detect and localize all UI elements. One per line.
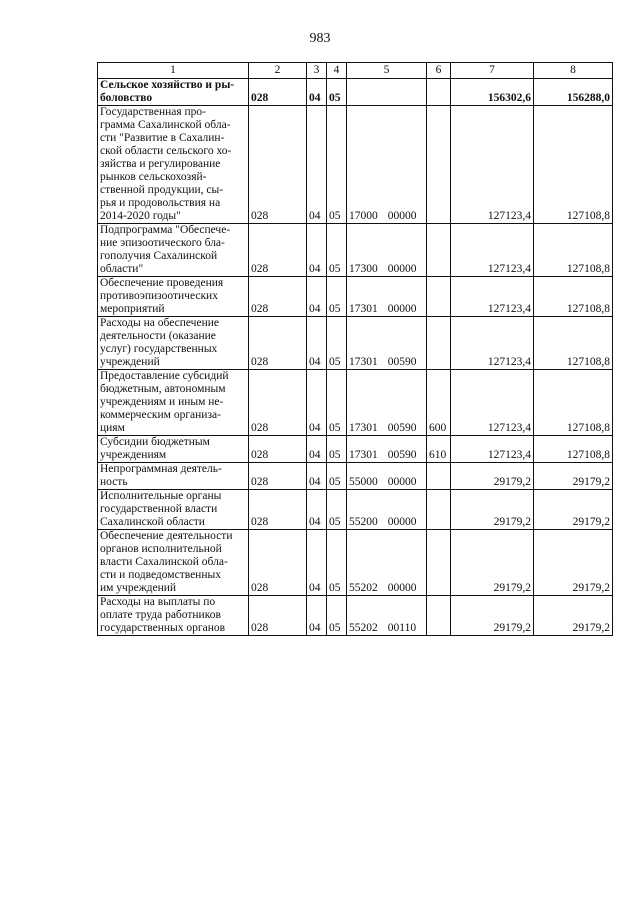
- row-csr-program: 17301: [349, 303, 378, 315]
- row-ved: 028: [249, 106, 307, 224]
- row-csr-program: 55200: [349, 516, 378, 528]
- row-name: Государственная про- грамма Сахалинской обла- сти "Развитие в Сахалин- ской области сельского хо- зяйства и регулирование рынков сельскохозяй- ственной продукции, сы- рья и продовольствия на 2014-2020 годы": [98, 106, 249, 224]
- row-sum-2017: 127108,8: [534, 436, 613, 463]
- row-name: Обеспечение проведения противоэпизоотических мероприятий: [98, 277, 249, 317]
- row-csr: [347, 463, 427, 490]
- row-csr: [347, 317, 427, 370]
- row-ved: 028: [249, 530, 307, 596]
- table-row: [98, 79, 613, 106]
- table-row: [98, 370, 613, 436]
- row-vr: [427, 317, 451, 370]
- row-sum-2017: 29179,2: [534, 596, 613, 636]
- row-sum-2017: 156288,0: [534, 79, 613, 106]
- row-ved: 028: [249, 224, 307, 277]
- table-row: [98, 530, 613, 596]
- row-csr-program: 17000: [349, 210, 378, 222]
- row-sum-2016: 29179,2: [451, 530, 534, 596]
- row-name: Подпрограмма "Обеспече- ние эпизоотического бла- гополучия Сахалинской области": [98, 224, 249, 277]
- row-sum-2016: 127123,4: [451, 317, 534, 370]
- row-csr: [347, 490, 427, 530]
- header-cell: 4: [327, 63, 347, 79]
- row-sum-2016: 29179,2: [451, 463, 534, 490]
- row-sum-2016: 156302,6: [451, 79, 534, 106]
- row-rz: 04: [307, 79, 327, 106]
- row-csr-direction: 00000: [387, 303, 417, 315]
- row-rz: 04: [307, 224, 327, 277]
- row-pr: 05: [327, 596, 347, 636]
- row-sum-2017: 127108,8: [534, 277, 613, 317]
- row-csr: [347, 106, 427, 224]
- row-pr: 05: [327, 463, 347, 490]
- row-csr: [347, 530, 427, 596]
- table-row: [98, 317, 613, 370]
- budget-table: [97, 62, 613, 636]
- row-pr: 05: [327, 436, 347, 463]
- row-csr-direction: 00000: [387, 263, 417, 275]
- row-pr: 05: [327, 530, 347, 596]
- row-csr-direction: 00110: [387, 622, 417, 634]
- row-name: Исполнительные органы государственной власти Сахалинской области: [98, 490, 249, 530]
- header-cell: 6: [427, 63, 451, 79]
- row-rz: 04: [307, 277, 327, 317]
- row-csr-direction: 00590: [387, 449, 417, 461]
- row-ved: 028: [249, 463, 307, 490]
- row-pr: 05: [327, 277, 347, 317]
- row-name: Расходы на выплаты по оплате труда работников государственных органов: [98, 596, 249, 636]
- row-csr-direction: 00000: [387, 210, 417, 222]
- row-rz: 04: [307, 436, 327, 463]
- row-ved: 028: [249, 490, 307, 530]
- row-vr: 600: [427, 370, 451, 436]
- row-name: Расходы на обеспечение деятельности (оказание услуг) государственных учреждений: [98, 317, 249, 370]
- row-name: Непрограммная деятель- ность: [98, 463, 249, 490]
- row-vr: [427, 79, 451, 106]
- row-sum-2016: 29179,2: [451, 596, 534, 636]
- row-csr-direction: 00590: [387, 422, 417, 434]
- row-csr-direction: 00000: [387, 476, 417, 488]
- row-rz: 04: [307, 106, 327, 224]
- row-csr-direction: 00590: [387, 356, 417, 368]
- row-name: Обеспечение деятельности органов исполнительной власти Сахалинской обла- сти и подведомственных им учреждений: [98, 530, 249, 596]
- row-vr: 610: [427, 436, 451, 463]
- row-csr: [347, 277, 427, 317]
- row-vr: [427, 596, 451, 636]
- row-pr: 05: [327, 79, 347, 106]
- table-row: [98, 277, 613, 317]
- row-sum-2016: 127123,4: [451, 224, 534, 277]
- row-sum-2016: 29179,2: [451, 490, 534, 530]
- row-pr: 05: [327, 370, 347, 436]
- row-rz: 04: [307, 490, 327, 530]
- row-rz: 04: [307, 596, 327, 636]
- row-ved: 028: [249, 317, 307, 370]
- row-ved: 028: [249, 277, 307, 317]
- row-sum-2017: 127108,8: [534, 317, 613, 370]
- row-sum-2017: 127108,8: [534, 224, 613, 277]
- row-csr: [347, 370, 427, 436]
- row-pr: 05: [327, 224, 347, 277]
- row-csr-direction: 00000: [387, 582, 417, 594]
- header-row: [98, 63, 613, 79]
- row-csr: [347, 79, 427, 106]
- row-sum-2017: 127108,8: [534, 370, 613, 436]
- row-pr: 05: [327, 490, 347, 530]
- row-rz: 04: [307, 463, 327, 490]
- row-sum-2017: 29179,2: [534, 490, 613, 530]
- row-vr: [427, 530, 451, 596]
- row-sum-2016: 127123,4: [451, 277, 534, 317]
- row-ved: 028: [249, 370, 307, 436]
- row-pr: 05: [327, 317, 347, 370]
- row-csr-program: 17301: [349, 356, 378, 368]
- table-row: [98, 490, 613, 530]
- row-sum-2016: 127123,4: [451, 370, 534, 436]
- header-cell: 5: [347, 63, 427, 79]
- row-sum-2017: 29179,2: [534, 530, 613, 596]
- row-sum-2017: 29179,2: [534, 463, 613, 490]
- row-vr: [427, 106, 451, 224]
- row-ved: 028: [249, 436, 307, 463]
- row-csr: [347, 224, 427, 277]
- row-rz: 04: [307, 317, 327, 370]
- row-rz: 04: [307, 530, 327, 596]
- row-csr: [347, 596, 427, 636]
- row-csr-program: 55202: [349, 622, 378, 634]
- row-ved: 028: [249, 596, 307, 636]
- row-csr-program: 17300: [349, 263, 378, 275]
- row-name: Субсидии бюджетным учреждениям: [98, 436, 249, 463]
- row-vr: [427, 490, 451, 530]
- header-cell: 3: [307, 63, 327, 79]
- header-cell: 2: [249, 63, 307, 79]
- header-cell: 8: [534, 63, 613, 79]
- row-name: Предоставление субсидий бюджетным, автономным учреждениям и иным не- коммерческим организа- циям: [98, 370, 249, 436]
- table-row: [98, 463, 613, 490]
- table-row: [98, 436, 613, 463]
- row-csr-direction: 00000: [387, 516, 417, 528]
- row-csr: [347, 436, 427, 463]
- row-csr-program: 17301: [349, 422, 378, 434]
- table-row: [98, 596, 613, 636]
- row-name: Сельское хозяйство и ры- боловство: [98, 79, 249, 106]
- row-ved: 028: [249, 79, 307, 106]
- header-cell: 1: [98, 63, 249, 79]
- row-csr-program: 55202: [349, 582, 378, 594]
- row-vr: [427, 463, 451, 490]
- row-vr: [427, 277, 451, 317]
- page-number: 983: [309, 31, 331, 46]
- row-vr: [427, 224, 451, 277]
- row-pr: 05: [327, 106, 347, 224]
- row-sum-2017: 127108,8: [534, 106, 613, 224]
- row-csr-program: 17301: [349, 449, 378, 461]
- table-row: [98, 106, 613, 224]
- header-cell: 7: [451, 63, 534, 79]
- row-rz: 04: [307, 370, 327, 436]
- row-sum-2016: 127123,4: [451, 436, 534, 463]
- row-csr-program: 55000: [349, 476, 378, 488]
- table-row: [98, 224, 613, 277]
- row-sum-2016: 127123,4: [451, 106, 534, 224]
